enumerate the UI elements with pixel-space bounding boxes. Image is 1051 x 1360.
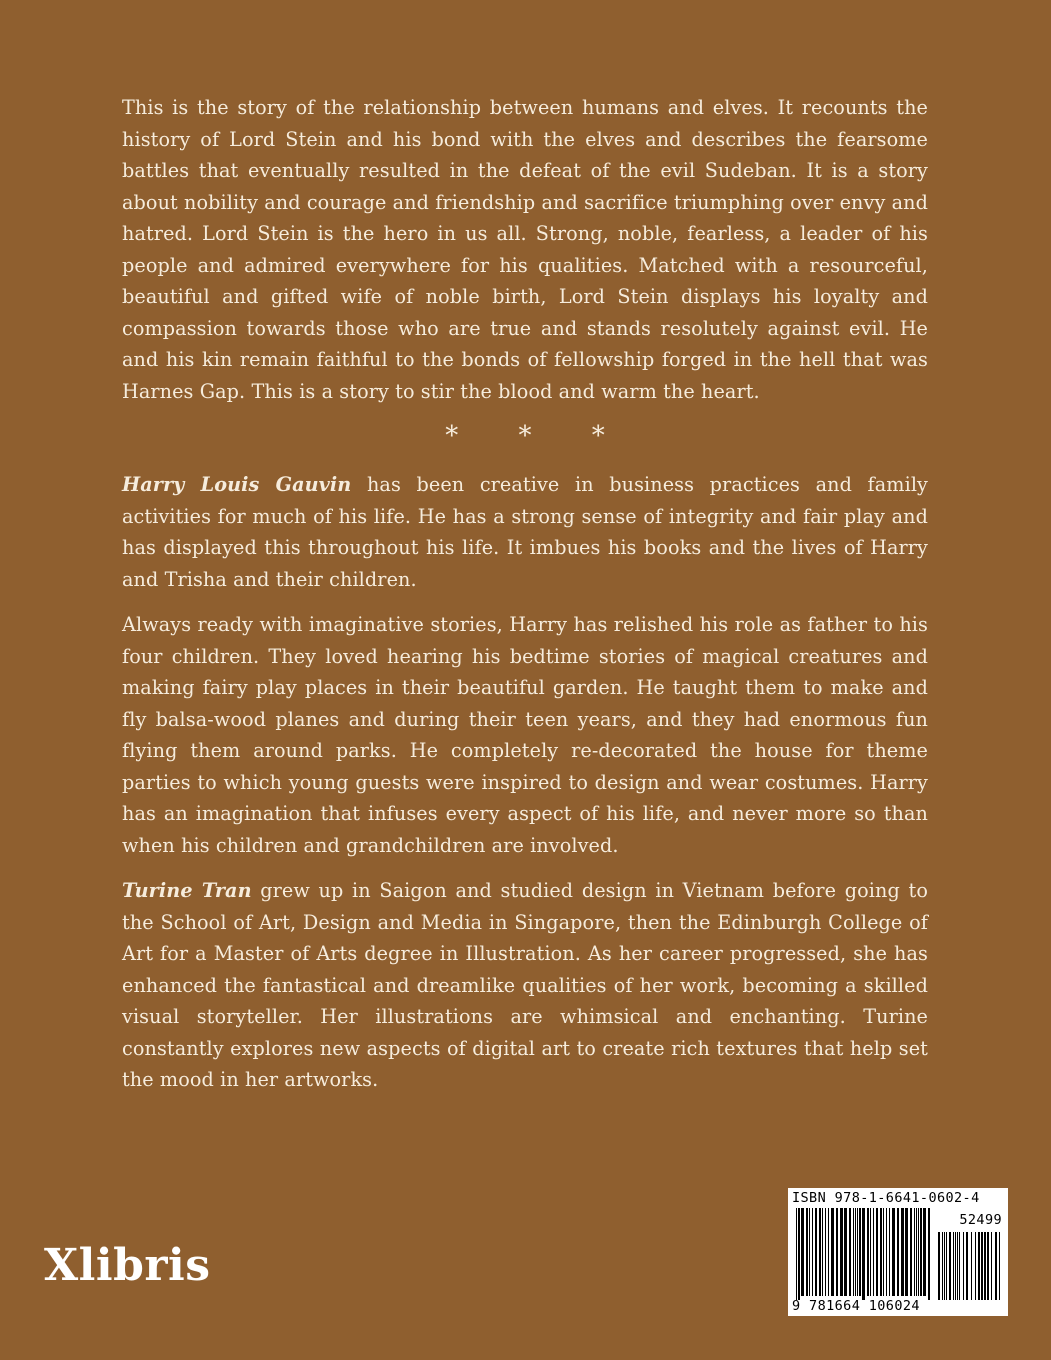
barcode-bar [806, 1208, 808, 1296]
price-code: 52499 [959, 1212, 1002, 1228]
barcode-bar [855, 1208, 856, 1296]
barcode-bar [815, 1208, 817, 1296]
barcode-addon-bar [987, 1232, 989, 1300]
barcode-bar [844, 1208, 847, 1296]
barcode-addon-bar [944, 1232, 945, 1300]
barcode-bar [831, 1208, 834, 1296]
barcode-bar [870, 1208, 871, 1296]
cover-text-block [122, 92, 928, 1096]
barcode-bar [916, 1208, 917, 1296]
barcode-bar [859, 1208, 861, 1296]
barcode-bar [809, 1208, 810, 1296]
barcode-addon-bar [953, 1232, 954, 1300]
barcode-bar [828, 1208, 829, 1296]
barcode-bar [867, 1208, 869, 1296]
barcode-bar [840, 1208, 843, 1296]
barcode-addon-bar [999, 1232, 1000, 1300]
barcode-bar [857, 1208, 858, 1296]
barcode-bar [886, 1208, 887, 1296]
barcode-addon-bar [957, 1232, 958, 1300]
barcode-bar [880, 1208, 882, 1296]
barcode-addon-bar [938, 1232, 940, 1300]
illustrator-name: Turine Tran [122, 879, 252, 902]
barcode-addon-bar [955, 1232, 956, 1300]
barcode-addon-bar [995, 1232, 997, 1300]
barcode-bar [897, 1208, 899, 1296]
book-blurb: This is the story of the relationship between humans and elves. It recounts the history of Lord Stein and his bond with the elves and describes the fearsome battles that eventually resulted in the defeat of the evil Sudeban. It is a story about nobility and courage and friendship and sacrifice triumphing over envy and hatred. Lord Stein is the hero in us all. Strong, noble, fearless, a leader of his people and admired everywhere for his qualities. Matched with a resourceful, beautiful and gifted wife of noble birth, Lord Stein displays his loyalty and compassion towards those who are true and stands resolutely against evil. He and his kin remain faithful to the bonds of fellowship forged in the hell that was Harnes Gap. This is a story to stir the blood and warm the heart. [122, 96, 928, 403]
author-name: Harry Louis Gauvin [122, 473, 352, 496]
publisher-logo: Xlibris [44, 1240, 211, 1291]
barcode-addon-bar [984, 1232, 986, 1300]
author-bio [122, 469, 928, 595]
barcode-bar [812, 1208, 813, 1296]
barcode-bar [914, 1208, 915, 1296]
ean-digits: 9 781664 106024 [792, 1298, 920, 1314]
barcode-addon-bar [978, 1232, 980, 1300]
barcode-bar [853, 1208, 854, 1296]
isbn-barcode [788, 1188, 1008, 1316]
barcode-addon-bar [966, 1232, 968, 1300]
barcode-addon-bar [981, 1232, 983, 1300]
isbn-label: ISBN 978-1-6641-0602-4 [792, 1190, 980, 1206]
barcode-bar [901, 1208, 904, 1296]
barcode-bar [849, 1208, 851, 1296]
barcode-bar [873, 1208, 874, 1296]
barcode-bar [876, 1208, 878, 1296]
barcode-bar [905, 1208, 908, 1296]
barcode-bar [798, 1208, 800, 1300]
barcode-bar [889, 1208, 890, 1296]
barcode-bar [819, 1208, 821, 1296]
barcode-bar [822, 1208, 823, 1296]
author-bio-text: has been creative in business practices and family activities for much of his life. He has a strong sense of integrity and fair play and has displayed this throughout his life. It imbues his books and the lives of Harry and Trisha and their children. [122, 473, 929, 591]
barcode-bar [920, 1208, 922, 1296]
barcode-addon-bar [942, 1232, 943, 1300]
barcode-bar [883, 1208, 884, 1296]
section-divider: * * * [445, 421, 631, 451]
barcode-addon-bar [949, 1232, 951, 1300]
illustrator-bio [122, 875, 928, 1096]
barcode-bar [825, 1208, 826, 1296]
barcode-addon-bar [991, 1232, 992, 1300]
barcode-addon-bar [959, 1232, 960, 1300]
barcode-bar [796, 1208, 797, 1300]
barcode-bar [910, 1208, 912, 1296]
barcode-bar [928, 1208, 930, 1300]
barcode-addon-bar [963, 1232, 964, 1300]
barcode-bar [862, 1208, 865, 1300]
barcode-bar [918, 1208, 919, 1296]
illustrator-bio-text: grew up in Saigon and studied design in Vietnam before going to the School of Art, Design and Media in Singapore, then the Edinburgh College of Art for a Master of Arts degree in Illustration. As her career progressed, she has enhanced the fantastical and dreamlike qualities of her work, becoming a skilled visual storyteller. Her illustrations are whimsical and enchanting. Turine constantly explores new aspects of digital art to create rich textures that help set the mood in her artworks. [122, 879, 928, 1091]
barcode-bars [788, 1188, 1008, 1316]
barcode-bar [923, 1208, 926, 1296]
barcode-addon-bar [971, 1232, 972, 1300]
barcode-addon-bar [975, 1232, 976, 1300]
barcode-bar [801, 1208, 804, 1296]
barcode-bar [892, 1208, 895, 1296]
barcode-bar [836, 1208, 838, 1296]
barcode-addon-bar [946, 1232, 947, 1300]
author-bio-family: Always ready with imaginative stories, Harry has relished his role as father to his four children. They loved hearing his bedtime stories of magical creatures and making fairy play places in their beautiful garden. He taught them to make and fly balsa-wood planes and during their teen years, and they had enormous fun flying them around parks. He completely re-decorated the house for theme parties to which young guests were inspired to design and wear costumes. Harry has an imagination that infuses every aspect of his life, and never more so than when his children and grandchildren are involved. [122, 613, 928, 857]
